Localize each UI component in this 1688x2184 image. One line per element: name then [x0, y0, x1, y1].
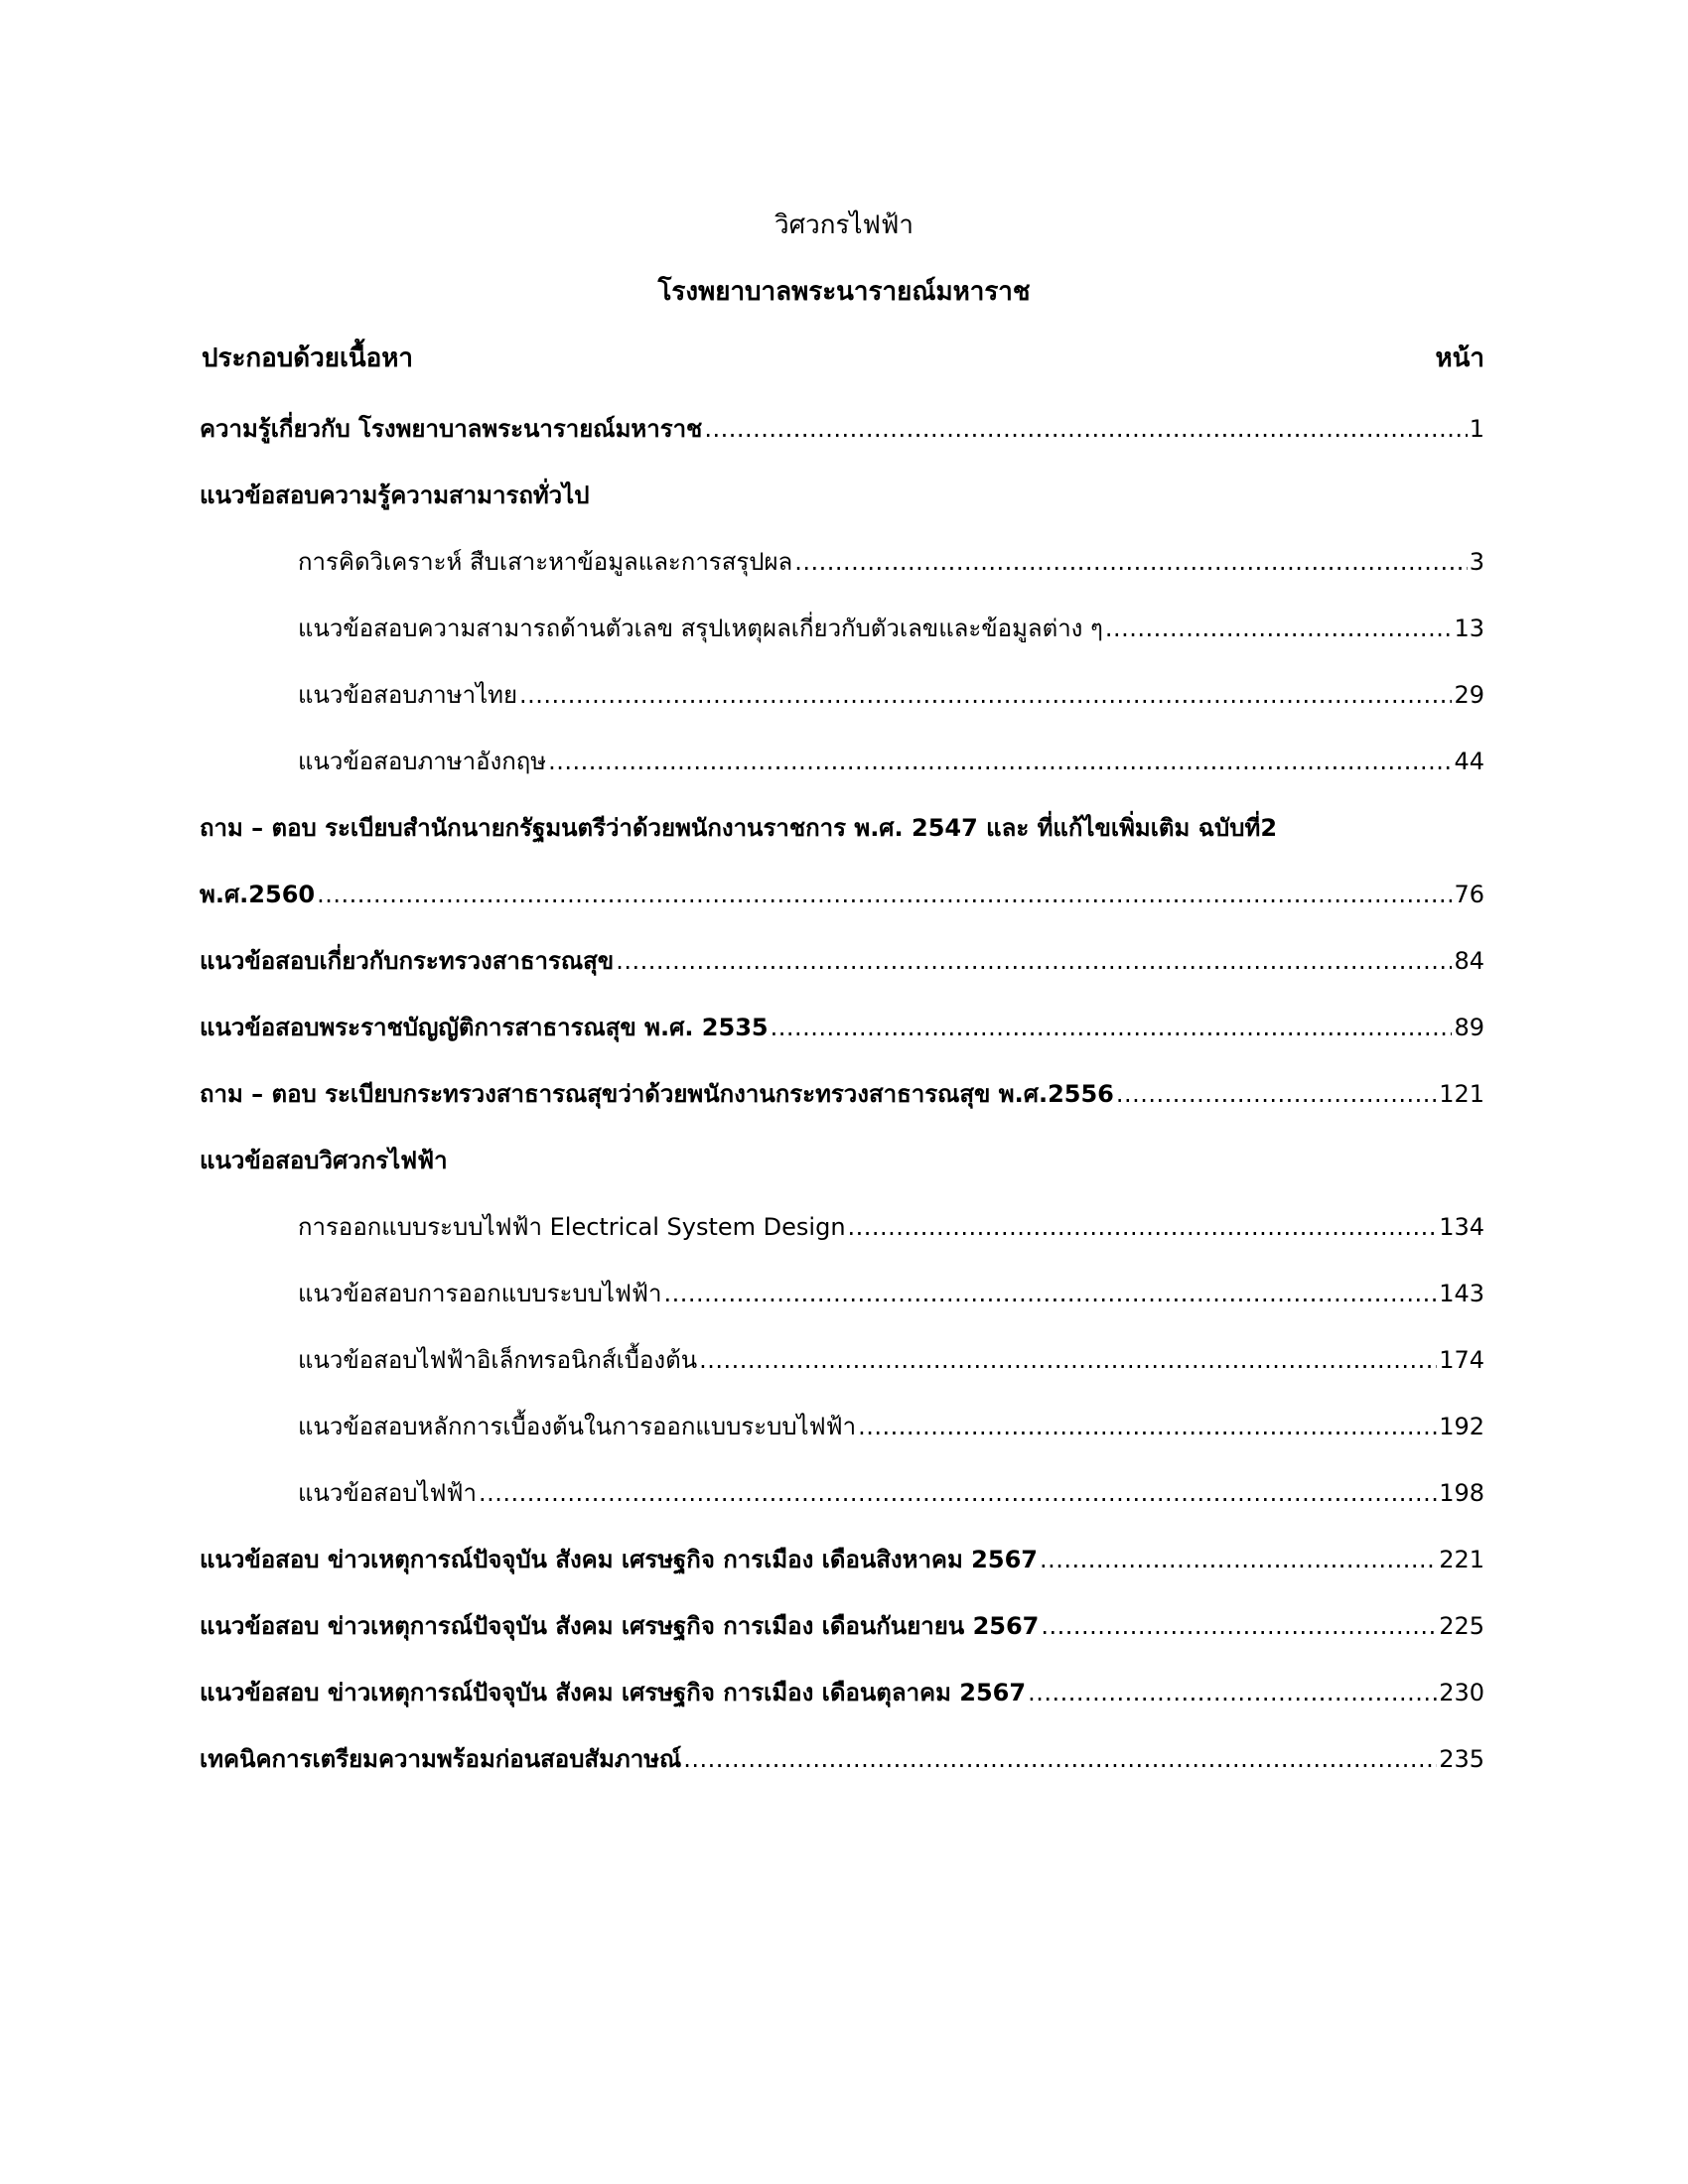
toc-entry-title: แนวข้อสอบหลักการเบื้องต้นในการออกแบบระบบไฟฟ้า	[298, 1413, 857, 1440]
toc-entry[interactable]	[200, 528, 1484, 595]
dot-leader	[663, 1280, 1437, 1307]
toc-entry[interactable]	[200, 661, 1484, 728]
toc-entry-page-number: 235	[1439, 1744, 1484, 1773]
toc-entry-title: แนวข้อสอบภาษาไทย	[298, 681, 518, 709]
toc-entry[interactable]	[200, 1326, 1484, 1393]
toc-entry[interactable]	[200, 1127, 1484, 1193]
dot-leader	[548, 748, 1452, 775]
toc-entry-page-number: 121	[1439, 1079, 1484, 1108]
toc-entry-page-number: 134	[1439, 1212, 1484, 1241]
toc-entry[interactable]	[200, 595, 1484, 661]
dot-leader	[519, 681, 1452, 709]
toc-entry-page-number: 230	[1439, 1678, 1484, 1706]
toc-entry[interactable]	[200, 728, 1484, 794]
document-title: วิศวกรไฟฟ้า	[774, 210, 914, 240]
toc-entry-title: แนวข้อสอบพระราชบัญญัติการสาธารณสุข พ.ศ. 2535	[200, 1014, 769, 1041]
dot-leader	[794, 548, 1467, 576]
dot-leader	[1041, 1612, 1437, 1640]
dot-leader	[771, 1014, 1453, 1041]
dot-leader	[1105, 614, 1453, 642]
toc-entry-title: แนวข้อสอบการออกแบบระบบไฟฟ้า	[298, 1280, 662, 1307]
toc-entry[interactable]	[200, 1060, 1484, 1127]
dot-leader	[704, 415, 1467, 443]
dot-leader	[317, 881, 1452, 908]
dot-leader	[1028, 1679, 1437, 1706]
document-subtitle: โรงพยาบาลพระนารายณ์มหาราช	[657, 277, 1031, 307]
toc-entry-title: แนวข้อสอบภาษาอังกฤษ	[298, 748, 547, 775]
toc-entry-title: ความรู้เกี่ยวกับ โรงพยาบาลพระนารายณ์มหาราช	[200, 415, 703, 443]
toc-entry[interactable]	[200, 794, 1484, 861]
toc-entry-title: แนวข้อสอบไฟฟ้า	[298, 1479, 477, 1507]
table-of-contents	[200, 395, 1484, 1792]
toc-entry-page-number: 44	[1454, 747, 1484, 775]
toc-entry[interactable]	[200, 927, 1484, 994]
toc-entry-title: แนวข้อสอบความรู้ความสามารถทั่วไป	[200, 481, 590, 509]
dot-leader	[479, 1479, 1437, 1507]
dot-leader	[683, 1745, 1437, 1773]
toc-entry-title: แนวข้อสอบเกี่ยวกับกระทรวงสาธารณสุข	[200, 947, 615, 975]
dot-leader	[1116, 1080, 1437, 1108]
toc-entry-page-number: 89	[1454, 1013, 1484, 1041]
toc-entry-page-number: 192	[1439, 1412, 1484, 1440]
toc-header	[200, 338, 1484, 378]
toc-entry[interactable]	[200, 861, 1484, 927]
toc-entry-title: แนวข้อสอบ ข่าวเหตุการณ์ปัจจุบัน สังคม เศรษฐกิจ การเมือง เดือนกันยายน 2567	[200, 1612, 1040, 1640]
dot-leader	[1040, 1546, 1437, 1573]
toc-entry-title: พ.ศ.2560	[200, 881, 316, 908]
toc-entry-page-number: 225	[1439, 1611, 1484, 1640]
toc-entry[interactable]	[200, 1725, 1484, 1792]
dot-leader	[616, 947, 1452, 975]
dot-leader	[848, 1213, 1438, 1241]
toc-entry[interactable]	[200, 462, 1484, 528]
toc-entry[interactable]	[200, 1659, 1484, 1725]
toc-entry-page-number: 3	[1469, 547, 1484, 576]
toc-entry[interactable]	[200, 1459, 1484, 1526]
toc-entry-page-number: 84	[1454, 946, 1484, 975]
toc-entry-title: แนวข้อสอบ ข่าวเหตุการณ์ปัจจุบัน สังคม เศรษฐกิจ การเมือง เดือนตุลาคม 2567	[200, 1679, 1027, 1706]
toc-entry[interactable]	[200, 1592, 1484, 1659]
toc-entry-title: ถาม – ตอบ ระเบียบสำนักนายกรัฐมนตรีว่าด้วยพนักงานราชการ พ.ศ. 2547 และ ที่แก้ไขเพิ่มเติม ฉบับที่2	[200, 814, 1278, 842]
toc-entry-title: แนวข้อสอบไฟฟ้าอิเล็กทรอนิกส์เบื้องต้น	[298, 1346, 698, 1374]
toc-entry-title: ถาม – ตอบ ระเบียบกระทรวงสาธารณสุขว่าด้วยพนักงานกระทรวงสาธารณสุข พ.ศ.2556	[200, 1080, 1114, 1108]
dot-leader	[858, 1413, 1437, 1440]
page-column-label: หน้า	[1435, 343, 1484, 373]
toc-entry[interactable]	[200, 1260, 1484, 1326]
dot-leader	[699, 1346, 1437, 1374]
toc-entry[interactable]	[200, 994, 1484, 1060]
toc-entry-title: เทคนิคการเตรียมความพร้อมก่อนสอบสัมภาษณ์	[200, 1745, 682, 1773]
toc-entry-page-number: 13	[1454, 614, 1484, 642]
toc-entry[interactable]	[200, 1193, 1484, 1260]
toc-entry[interactable]	[200, 1526, 1484, 1592]
toc-entry-page-number: 198	[1439, 1478, 1484, 1507]
toc-entry-page-number: 174	[1439, 1345, 1484, 1374]
toc-entry-title: แนวข้อสอบความสามารถด้านตัวเลข สรุปเหตุผลเกี่ยวกับตัวเลขและข้อมูลต่าง ๆ	[298, 614, 1103, 642]
toc-entry-page-number: 1	[1469, 414, 1484, 443]
toc-entry-page-number: 29	[1454, 680, 1484, 709]
toc-entry-page-number: 143	[1439, 1279, 1484, 1307]
toc-entry-title: การคิดวิเคราะห์ สืบเสาะหาข้อมูลและการสรุปผล	[298, 548, 793, 576]
toc-entry-page-number: 76	[1454, 880, 1484, 908]
toc-label: ประกอบด้วยเนื้อหา	[202, 343, 414, 373]
toc-entry-page-number: 221	[1439, 1545, 1484, 1573]
toc-entry-title: แนวข้อสอบวิศวกรไฟฟ้า	[200, 1147, 448, 1174]
toc-entry-title: แนวข้อสอบ ข่าวเหตุการณ์ปัจจุบัน สังคม เศรษฐกิจ การเมือง เดือนสิงหาคม 2567	[200, 1546, 1038, 1573]
toc-entry[interactable]	[200, 395, 1484, 462]
toc-entry[interactable]	[200, 1393, 1484, 1459]
toc-entry-title: การออกแบบระบบไฟฟ้า Electrical System Design	[298, 1213, 846, 1241]
